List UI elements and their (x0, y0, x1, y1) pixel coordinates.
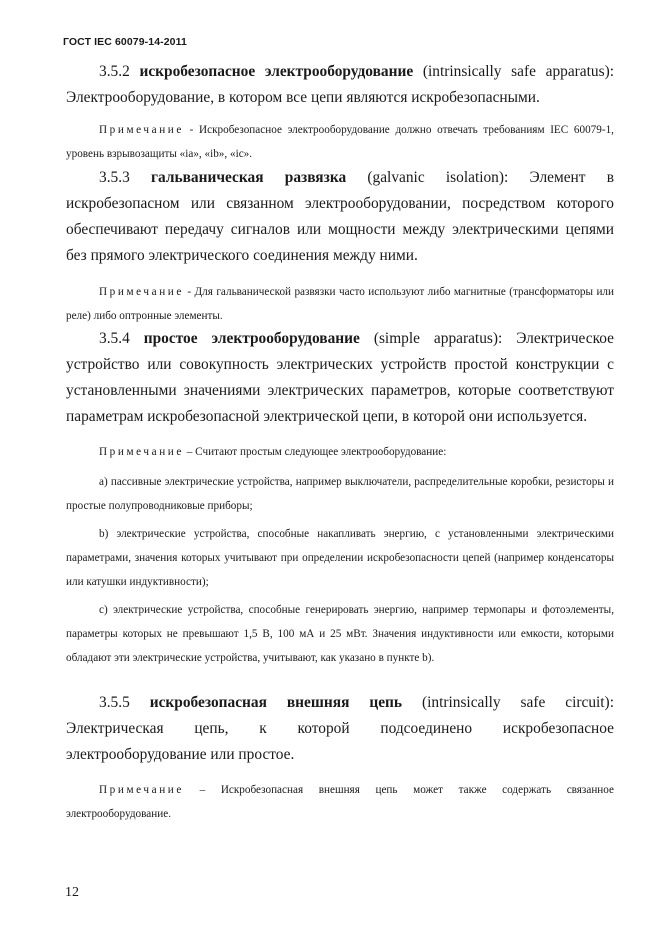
note-list-item-b: b) электрические устройства, способные накапливать энергию, с установленными электрическими параметрами, значения которых учитывают при определении искробезопасности цепей (например конденсаторы или катушки индуктивности); (66, 528, 614, 588)
note-3-5-4 (66, 440, 614, 464)
term: искробезопасная внешняя цепь (149, 694, 403, 711)
note-separator: – (183, 784, 221, 796)
note-3-5-3 (66, 280, 614, 328)
note-separator: - (183, 286, 195, 298)
term: простое электрооборудование (143, 330, 360, 347)
term: искробезопасное электрооборудование (139, 63, 414, 80)
section-3-5-5 (66, 690, 614, 768)
note-3-5-2 (66, 118, 614, 166)
note-separator: – (183, 446, 196, 458)
note-list-item-a: а) пассивные электрические устройства, например выключатели, распределительные коробки, резисторы и простые полупроводниковые приборы; (66, 476, 614, 512)
term-definition: (simple apparatus): Электрическое устройство или совокупность электрических устройств простой конструкции с установленными значениями электрических параметров, которые соответствуют параметрам искробезопасной электрической цепи, в которой они используется. (66, 330, 615, 425)
section-number: 3.5.5 (99, 694, 130, 711)
note-text: Искробезопасная внешняя цепь может также содержать связанное электрооборудование. (66, 784, 614, 820)
section-number: 3.5.3 (99, 169, 130, 186)
note-3-5-5 (66, 778, 614, 826)
term: гальваническая развязка (151, 169, 347, 186)
page-number: 12 (65, 885, 79, 900)
note-text: Считают простым следующее электрооборудование: (195, 446, 447, 458)
note-text: Для гальванической развязки часто используют либо магнитные (трансформаторы или реле) либо оптронные элементы. (66, 286, 614, 322)
term-definition: (galvanic isolation): Элемент в искробезопасном или связанном электрооборудовании, посредством которого обеспечивают передачу сигналов или мощности между электрическими цепями без прямого электрического соединения между ними. (66, 169, 614, 264)
note-label: Примечание (99, 784, 184, 796)
section-3-5-2 (66, 59, 614, 111)
section-3-5-3 (66, 165, 614, 269)
note-text: Искробезопасное электрооборудование должно отвечать требованиям IEC 60079-1, уровень взрывозащиты «ia», «ib», «ic». (66, 124, 614, 160)
note-list-item-c: с) электрические устройства, способные генерировать энергию, например термопары и фотоэлементы, параметры которых не превышают 1,5 В, 100 мА и 25 мВт. Значения индуктивности или емкости, которыми обладают эти электрические устройства, учитывают, как указано в пункте b). (66, 604, 614, 664)
section-number: 3.5.4 (99, 330, 130, 347)
term-definition: (intrinsically safe circuit): Электрическая цепь, к которой подсоединено искробезопасное электрооборудование или простое. (66, 694, 614, 763)
note-label: Примечание (99, 286, 184, 298)
section-3-5-4 (66, 326, 614, 430)
note-separator: - (183, 124, 200, 136)
term-definition: (intrinsically safe apparatus): Электрооборудование, в котором все цепи являются искробезопасными. (66, 63, 614, 106)
note-label: Примечание (99, 124, 184, 136)
note-label: Примечание (99, 446, 184, 458)
document-header: ГОСТ IEC 60079-14-2011 (63, 36, 187, 48)
section-number: 3.5.2 (99, 63, 130, 80)
